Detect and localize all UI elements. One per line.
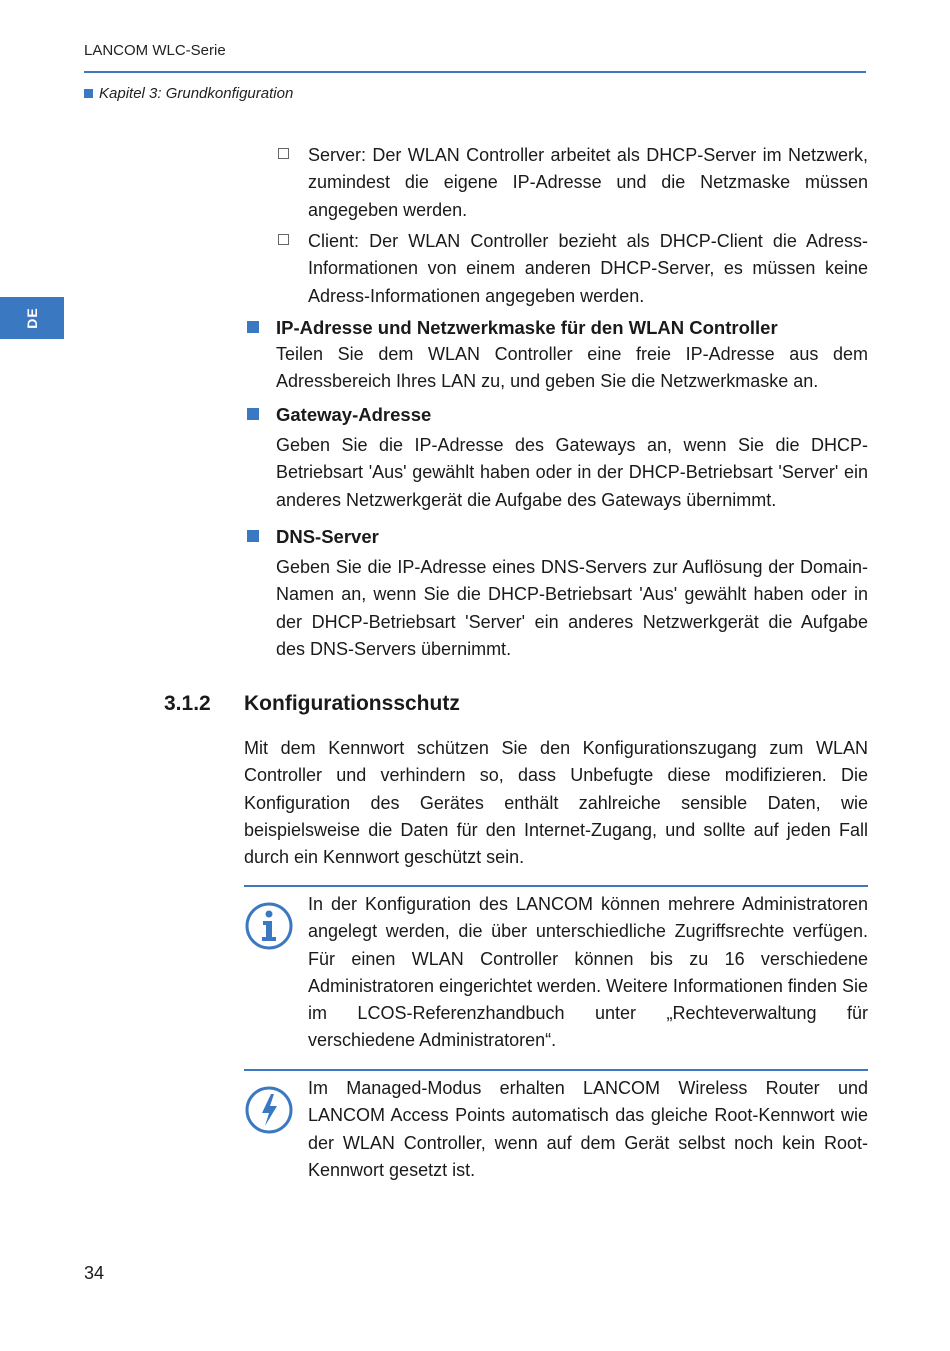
bullet-body: Geben Sie die IP-Adresse eines DNS-Servers zur Auflösung der Domain-Namen an, wenn Sie die DHCP-Betriebsart 'Aus' gewählt haben oder in der DHCP-Betriebsart 'Server' ein anderes Netzwerkgerät die Aufgabe des DNS-Servers übernimmt. xyxy=(276,557,868,659)
running-header-title: LANCOM WLC-Serie xyxy=(84,42,226,59)
bullet-square-icon xyxy=(247,530,259,542)
bullet-square-icon xyxy=(247,321,259,333)
note-info-text: In der Konfiguration des LANCOM können mehrere Administratoren angelegt werden, die über unterschiedliche Zugriffsrechte verfügen. Für einen WLAN Controller können bis zu 16 verschiedene Administratoren eingerichtet werden. Weitere Informationen finden Sie im LCOS-Referenzhandbuch unter „Rechteverwaltung für verschiedene Administratoren“. xyxy=(308,894,868,1051)
section-paragraph: Mit dem Kennwort schützen Sie den Konfigurationszugang zum WLAN Controller und verhindern so, dass Unbefugte diese modifizieren. Die Konfiguration des Gerätes enthält zahlreiche sensible Daten, wie beispielsweise die Daten für den Internet-Zugang, und sollte auf jeden Fall durch ein Kennwort geschützt sein. xyxy=(244,738,868,868)
bullet-heading: IP-Adresse und Netzwerkmaske für den WLAN Controller xyxy=(276,317,778,338)
checkbox-square-icon xyxy=(278,148,289,159)
checkbox-square-icon xyxy=(278,234,289,245)
section-number: 3.1.2 xyxy=(164,692,211,715)
sub-item-text: Server: Der WLAN Controller arbeitet als DHCP-Server im Netzwerk, zumindest die eigene IP-Adresse und die Netzmaske müssen angegeben werden. xyxy=(308,145,868,220)
chapter-breadcrumb xyxy=(84,85,293,102)
header-rule xyxy=(84,71,866,73)
sub-item-server xyxy=(278,142,868,224)
bullet-heading: Gateway-Adresse xyxy=(276,404,432,425)
bullet-dns-server xyxy=(244,523,868,663)
note-rule xyxy=(244,885,868,887)
bullet-heading: DNS-Server xyxy=(276,526,379,547)
lightning-icon xyxy=(244,1085,294,1135)
bullet-gateway xyxy=(244,401,868,514)
language-tab-label: DE xyxy=(24,307,40,329)
section-title: Konfigurationsschutz xyxy=(244,692,460,715)
bullet-ip-address xyxy=(244,314,868,396)
bullet-body: Teilen Sie dem WLAN Controller eine freie IP-Adresse aus dem Adressbereich Ihres LAN zu, und geben Sie die Netzwerkmaske an. xyxy=(276,344,868,392)
bullet-body: Geben Sie die IP-Adresse des Gateways an, wenn Sie die DHCP-Betriebsart 'Aus' gewählt haben oder in der DHCP-Betriebsart 'Server' ein anderes Netzwerkgerät die Aufgabe des Gateways übernimmt. xyxy=(276,435,868,510)
sub-item-text: Client: Der WLAN Controller bezieht als DHCP-Client die Adress-Informationen von einem anderen DHCP-Server, es müssen keine Adress-Informationen angegeben werden. xyxy=(308,231,868,306)
chapter-label: Kapitel 3: Grundkonfiguration xyxy=(99,85,294,102)
chapter-square-icon xyxy=(84,89,93,98)
note-lightning-text: Im Managed-Modus erhalten LANCOM Wireless Router und LANCOM Access Points automatisch das gleiche Root-Kennwort wie der WLAN Controller, wenn auf dem Gerät selbst noch kein Root-Kennwort gesetzt ist. xyxy=(308,1078,868,1180)
page-number: 34 xyxy=(84,1263,105,1283)
language-tab xyxy=(0,297,64,339)
note-rule xyxy=(244,1069,868,1071)
bullet-square-icon xyxy=(247,408,259,420)
info-icon xyxy=(244,901,294,951)
sub-item-client xyxy=(278,228,868,310)
